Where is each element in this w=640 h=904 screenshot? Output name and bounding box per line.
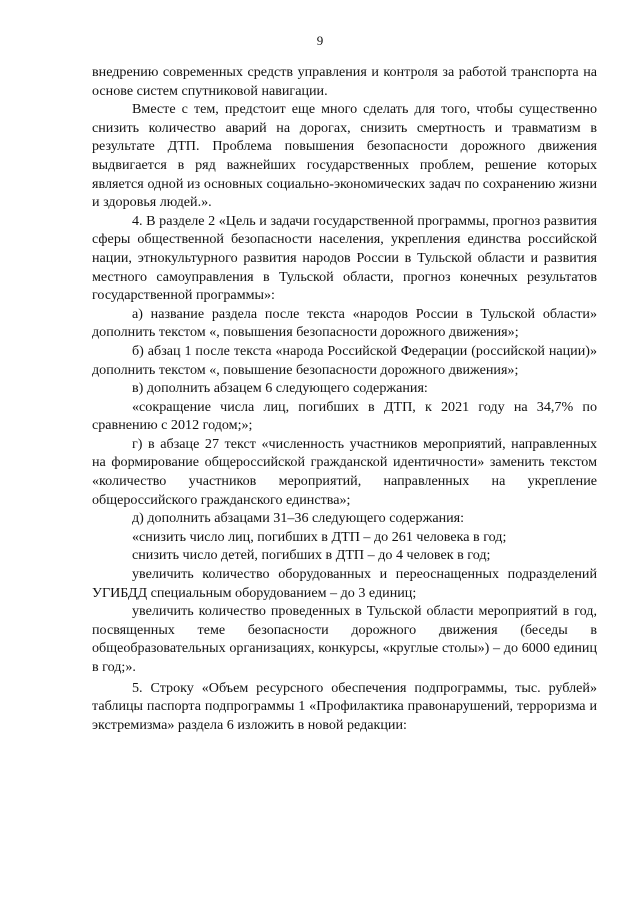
paragraph: «сокращение числа лиц, погибших в ДТП, к 2021 году на 34,7% по сравнению с 2012 годом;»;: [92, 398, 597, 434]
paragraph: 4. В разделе 2 «Цель и задачи государственной программы, прогноз развития сферы общественной безопасности населения, укрепления единства российской нации, этнокультурного развития народов России в Тульской области и развития местного самоуправления в Тульской области, прогноз конечных результатов государственной программы»:: [92, 212, 597, 304]
page-number: 9: [316, 33, 324, 48]
document-body: [92, 63, 597, 734]
paragraph: Вместе с тем, предстоит еще много сделать для того, чтобы существенно снизить количество аварий на дорогах, снизить смертность и травматизм в результате ДТП. Проблема повышения безопасности дорожного движения выдвигается в ряд важнейших государственных проблем, решение которых является одной из основных социально-экономических задач по сохранению жизни и здоровья людей.».: [92, 101, 597, 211]
paragraph: внедрению современных средств управления и контроля за работой транспорта на основе систем спутниковой навигации.: [92, 64, 597, 99]
paragraph: 5. Строку «Объем ресурсного обеспечения подпрограммы, тыс. рублей» таблицы паспорта подпрограммы 1 «Профилактика правонарушений, терроризма и экстремизма» раздела 6 изложить в новой редакции:: [92, 679, 597, 733]
paragraph: увеличить количество оборудованных и переоснащенных подразделений УГИБДД специальным оборудованием – до 3 единиц;: [92, 566, 597, 601]
paragraph: увеличить количество проведенных в Тульской области мероприятий в год, посвященных теме безопасности дорожного движения (беседы в общеобразовательных организациях, конкурсы, «круглые столы») – до 6000 единиц в год;».: [92, 603, 597, 675]
paragraph: б) абзац 1 после текста «народа Российской Федерации (российской нации)» дополнить текстом «, повышение безопасности дорожного движения»;: [92, 342, 597, 378]
paragraph: снизить число детей, погибших в ДТП – до 4 человек в год;: [132, 547, 491, 564]
paragraph: г) в абзаце 27 текст «численность участников мероприятий, направленных на формирование общероссийской гражданской идентичности» заменить текстом «количество участников мероприятий, направленных на укрепление общероссийского гражданского единства»;: [92, 435, 597, 508]
paragraph: д) дополнить абзацами 31–36 следующего содержания:: [132, 510, 465, 527]
paragraph: а) название раздела после текста «народов России в Тульской области» дополнить текстом «, повышения безопасности дорожного движения»;: [92, 305, 597, 341]
paragraph: в) дополнить абзацем 6 следующего содержания:: [132, 380, 428, 397]
paragraph: «снизить число лиц, погибших в ДТП – до 261 человека в год;: [132, 528, 507, 545]
